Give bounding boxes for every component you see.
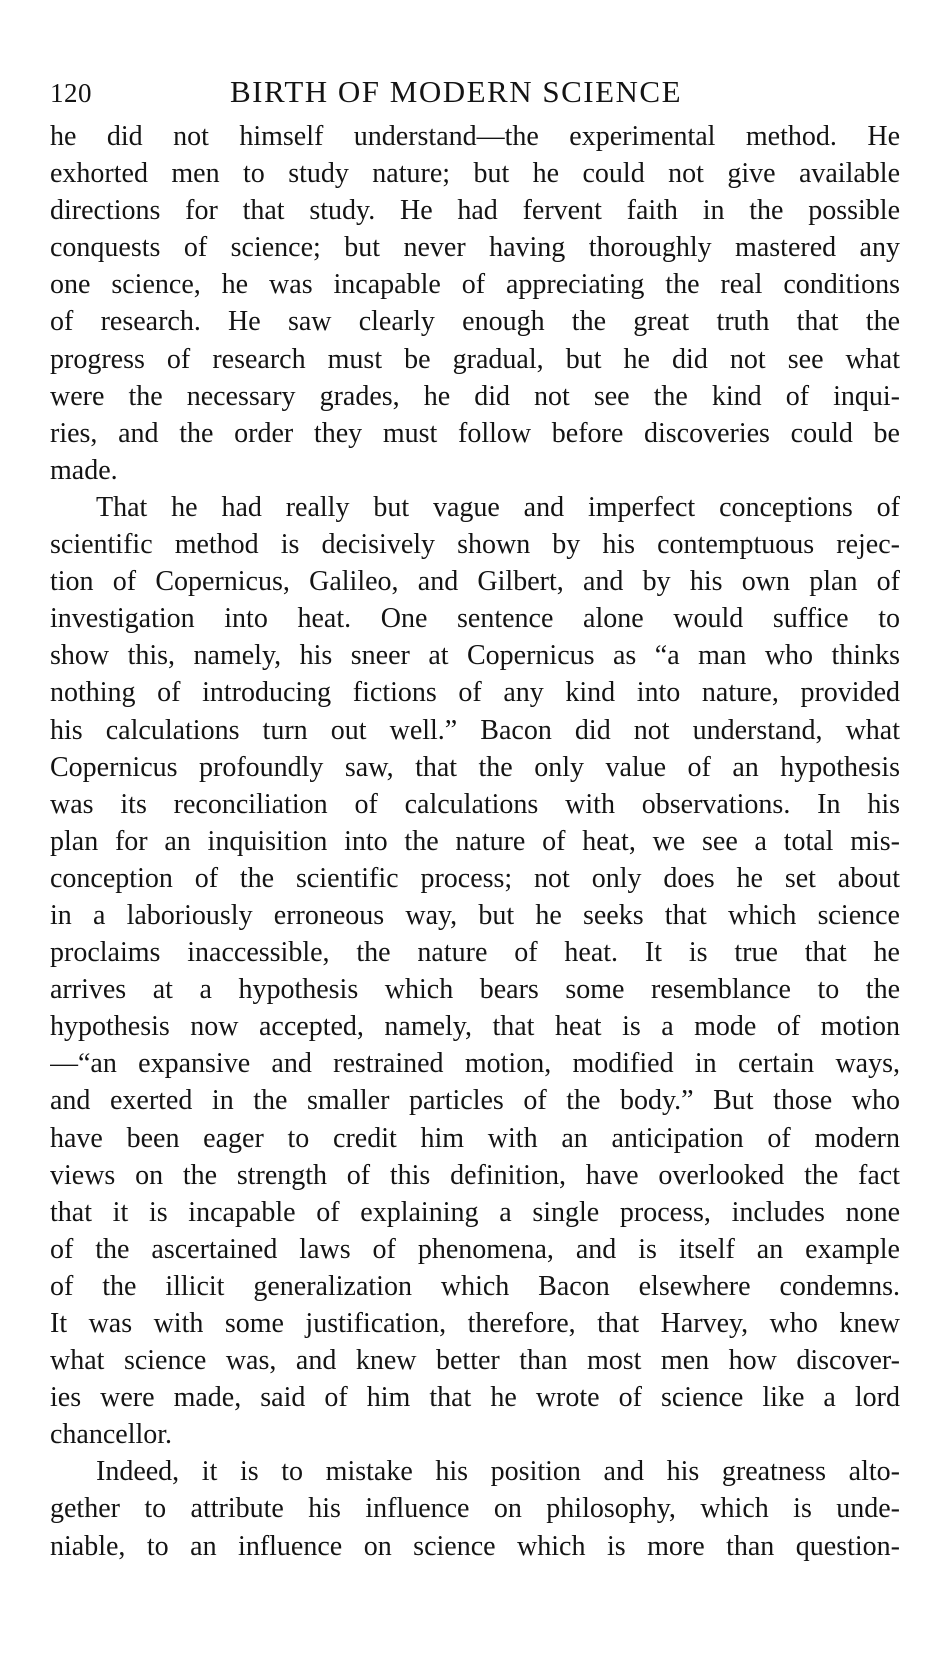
text-line: in a laboriously erroneous way, but he seeks that which science <box>50 899 900 931</box>
text-line: investigation into heat. One sentence alone would suffice to <box>50 603 900 635</box>
text-line: that it is incapable of explaining a single process, includes none <box>50 1196 900 1228</box>
text-line: chancellor. <box>50 1419 173 1451</box>
text-line: were the necessary grades, he did not see the kind of inqui- <box>50 380 900 412</box>
text-line: conception of the scientific process; not only does he set about <box>50 862 900 894</box>
text-line: —“an expansive and restrained motion, modified in certain ways, <box>50 1048 900 1080</box>
text-line: he did not himself understand—the experimental method. He <box>50 121 900 152</box>
text-line: hypothesis now accepted, namely, that heat is a mode of motion <box>50 1011 900 1043</box>
text-line: arrives at a hypothesis which bears some resemblance to the <box>50 974 900 1006</box>
text-line: proclaims inaccessible, the nature of heat. It is true that he <box>50 937 900 969</box>
text-line: views on the strength of this definition, have overlooked the fact <box>50 1159 900 1191</box>
body-text <box>50 118 900 1565</box>
text-line: and exerted in the smaller particles of the body.” But those who <box>50 1085 900 1117</box>
text-line: gether to attribute his influence on philosophy, which is unde- <box>50 1493 900 1525</box>
text-line: ries, and the order they must follow before discoveries could be <box>50 417 900 449</box>
book-page <box>50 70 900 1565</box>
text-line: niable, to an influence on science which is more than question- <box>50 1530 900 1562</box>
text-line: directions for that study. He had fervent faith in the possible <box>50 195 900 227</box>
text-line: was its reconciliation of calculations with observations. In his <box>50 788 900 820</box>
paragraph <box>50 489 900 1453</box>
text-line: show this, namely, his sneer at Copernicus as “a man who thinks <box>50 640 900 672</box>
text-line: It was with some justification, therefore, that Harvey, who knew <box>50 1308 900 1339</box>
running-title: BIRTH OF MODERN SCIENCE <box>230 74 683 109</box>
text-line: progress of research must be gradual, but he did not see what <box>50 343 900 375</box>
text-line: scientific method is decisively shown by his contemptuous rejec- <box>50 529 900 561</box>
text-line: plan for an inquisition into the nature of heat, we see a total mis- <box>50 825 900 857</box>
running-head <box>50 70 900 118</box>
text-line: tion of Copernicus, Galileo, and Gilbert, and by his own plan of <box>50 566 900 598</box>
page-number: 120 <box>50 78 92 108</box>
text-line: his calculations turn out well.” Bacon did not understand, what <box>50 714 900 746</box>
text-line: conquests of science; but never having thoroughly mastered any <box>50 232 900 264</box>
text-line: of research. He saw clearly enough the great truth that the <box>50 306 900 338</box>
text-line: one science, he was incapable of appreciating the real conditions <box>50 269 900 301</box>
text-line: Copernicus profoundly saw, that the only value of an hypothesis <box>50 751 900 783</box>
text-line: That he had really but vague and imperfect conceptions of <box>96 491 900 523</box>
text-line: exhorted men to study nature; but he could not give available <box>50 158 900 190</box>
text-line: of the illicit generalization which Bacon elsewhere condemns. <box>50 1270 900 1302</box>
paragraph <box>50 1453 900 1564</box>
text-line: ies were made, said of him that he wrote of science like a lord <box>50 1382 900 1414</box>
text-line: what science was, and knew better than most men how discover- <box>50 1345 900 1377</box>
text-line: have been eager to credit him with an anticipation of modern <box>50 1122 900 1154</box>
text-line: made. <box>50 454 118 486</box>
paragraph <box>50 118 900 489</box>
text-line: Indeed, it is to mistake his position and his greatness alto- <box>96 1456 900 1488</box>
text-line: nothing of introducing fictions of any kind into nature, provided <box>50 677 900 709</box>
text-line: of the ascertained laws of phenomena, and is itself an example <box>50 1233 900 1265</box>
